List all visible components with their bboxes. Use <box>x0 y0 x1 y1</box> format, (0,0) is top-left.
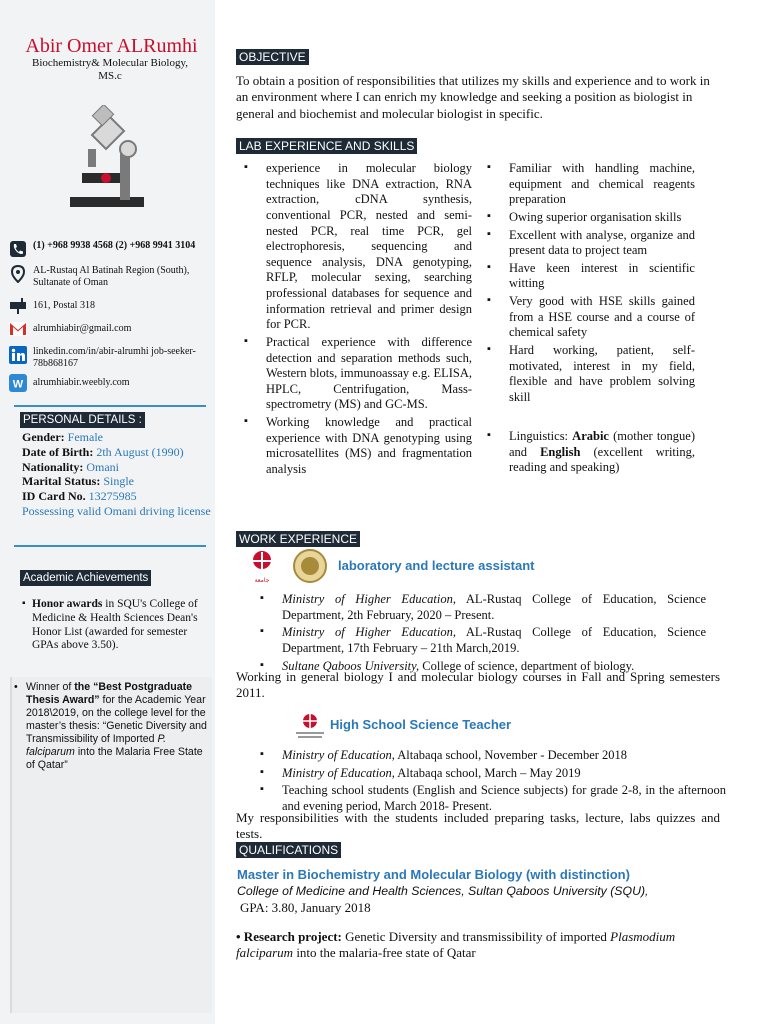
winner-mid: for the Academic Year 2018\2019, on the college level for the master’s thesis: “Genetic Diversity and Transmissibility of Imported <box>26 693 207 745</box>
contact-postal <box>8 297 213 315</box>
personal-details-heading: PERSONAL DETAILS : <box>20 412 145 428</box>
bullet: • <box>14 681 18 693</box>
job1-paragraph: Working in general biology I and molecular biology courses in Fall and Spring semesters 2011. <box>236 669 720 701</box>
linguistics <box>483 429 695 478</box>
ling-english: English <box>540 444 581 459</box>
college-name: College of Medicine and Health Sciences, Sultan Qaboos University (SQU), <box>237 884 649 898</box>
ling-arabic: Arabic <box>572 429 609 443</box>
lab-skill-item: ▪ Very good with HSE skills gained from a HSE course and a course of chemical safety <box>483 294 695 341</box>
dob-label: Date of Birth: <box>22 444 94 459</box>
work-heading: WORK EXPERIENCE <box>236 531 360 547</box>
winner-bold: the “Best Postgraduate Thesis Award” <box>26 681 193 706</box>
id-label: ID Card No. <box>22 489 86 503</box>
phone-text: (1) +968 9938 4568 (2) +968 9941 3104 <box>33 240 196 251</box>
job1-item-italic: Ministry of Higher Education, <box>282 592 456 606</box>
lab-skill-item: ▪ Working knowledge and practical experience with DNA genotyping using microsatellites (MS) and fragmentation analysis <box>240 415 472 478</box>
ling-mid: (mother tongue) and <box>509 429 695 459</box>
job1-item-italic: Sultane Qaboos University, <box>282 658 420 673</box>
job1-item-italic: Ministry of Higher Education, <box>282 625 456 640</box>
id-value: 13275985 <box>88 489 137 503</box>
ling-end: (excellent writing, reading and speaking) <box>509 444 695 475</box>
objective-text: To obtain a position of responsibilities that utilizes my skills and experience and to work in an environment where I can enrich my knowledge and seeking a position as biologist in general and biochemist and molecular biologist in specific. <box>236 73 710 121</box>
honor-award <box>22 598 212 653</box>
lab-heading: LAB EXPERIENCE AND SKILLS <box>236 138 417 154</box>
lab-skill-item: ▪ Hard working, patient, self-motivated, interest in my field, flexible and have problem solving skill <box>483 343 695 406</box>
job1-item-text: AL-Rustaq College of Education, Science Department, 2th February, 2020 – Present. <box>282 592 707 622</box>
location-pin-icon <box>8 265 28 283</box>
job1-item-text: College of science, department of biology. <box>419 658 635 673</box>
degree-title: Master in Biochemistry and Molecular Biology (with distinction) <box>237 867 630 882</box>
objective-heading: OBJECTIVE <box>236 49 309 65</box>
divider <box>14 405 206 407</box>
weebly-icon <box>8 374 28 392</box>
dob-value: 2th August (1990) <box>96 444 184 459</box>
contact-phone <box>8 240 213 258</box>
job2-item-italic: Ministry of Education <box>282 748 392 762</box>
job2-paragraph: My responsibilities with the students included preparing tasks, lecture, labs quizzes and tests. <box>236 810 720 842</box>
research-italic: Plasmodium falciparum <box>236 929 676 961</box>
bullet: ▪ <box>22 598 26 609</box>
mailbox-icon <box>8 297 28 315</box>
gender-value: Female <box>67 430 103 444</box>
winner-end: into the Malaria Free State of Qatar” <box>26 745 203 771</box>
honor-text: in SQU's College of Medicine & Health Sciences Dean's Honor List (awarded for semester GPAs above 3.50). <box>32 598 198 652</box>
job1-item <box>256 592 706 623</box>
svg-text:جامعة: جامعة <box>254 577 270 584</box>
winner-pre: Winner of <box>26 681 75 693</box>
lab-skill-item: ▪ Owing superior organisation skills <box>483 210 695 226</box>
marital-label: Marital Status: <box>22 474 101 489</box>
research-text: Genetic Diversity and transmissibility of imported <box>341 929 611 944</box>
license-text: Possessing valid Omani driving license <box>22 503 211 518</box>
job1-item-text: AL-Rustaq College of Education, Science Department, 17th February – 21th March,2019. <box>282 625 707 655</box>
honor-bold: Honor awards <box>32 598 103 610</box>
lab-skill-item: ▪ Familiar with handling machine, equipment and chemical reagents preparation <box>483 161 695 208</box>
applicant-name: Abir Omer ALRumhi <box>25 35 198 57</box>
academic-heading: Academic Achievements <box>20 570 151 586</box>
linkedin-text[interactable]: linkedin.com/in/abir-alrumhi job-seeker-78b868167 <box>33 346 196 369</box>
personal-details <box>22 430 212 519</box>
thesis-award <box>14 681 209 771</box>
lab-skill-item: ▪ experience in molecular biology techniques like DNA extraction, RNA extraction, cDNA synthesis, conventional PCR, nested and semi-nested PCR, real time PCR, gel electrophoresis, sequencing and sequence analysis, DNA genotyping, RFLP, molecular sexing, searching professional databases for sequence and information retrieval and primer design for PCR. <box>240 161 472 333</box>
email-text[interactable]: alrumhiabir@gmail.com <box>33 323 132 334</box>
research-label: • Research project: <box>236 929 342 944</box>
contact-address <box>8 265 213 289</box>
university-logos <box>240 548 332 590</box>
job2-list <box>256 748 726 817</box>
applicant-subtitle: Biochemistry& Molecular Biology, MS.c <box>31 57 188 82</box>
contact-linkedin[interactable] <box>8 346 213 370</box>
lab-skill-item: ▪ Excellent with analyse, organize and present data to project team <box>483 228 695 259</box>
job2-item <box>256 748 726 764</box>
winner-italic: P. falciparum <box>26 732 167 758</box>
job2-item-text: , Altabaqa school, November - December 2018 <box>391 748 628 762</box>
microscope-icon <box>62 105 152 215</box>
linguistics-item <box>483 429 695 476</box>
research-end: into the malaria-free state of Qatar <box>293 945 476 961</box>
gpa-text: GPA: 3.80, January 2018 <box>240 900 371 915</box>
ministry-logo <box>292 712 328 742</box>
lab-skill-item: ▪ Practical experience with difference detection and separation methods such, Western blots, immunoassay e.g. ELISA, HPLC, Centrifugation, Mass-spectrometry (MS) and GC-MS. <box>240 335 472 413</box>
contact-email[interactable] <box>8 320 213 338</box>
research-project <box>236 929 706 962</box>
postal-text: 161, Postal 318 <box>33 300 95 311</box>
job2-title: High School Science Teacher <box>330 717 512 732</box>
divider <box>14 545 206 547</box>
linkedin-icon <box>8 346 28 364</box>
job2-item <box>256 766 726 782</box>
job2-item-text: , Altabaqa school, March – May 2019 <box>391 765 581 780</box>
qualifications-heading: QUALIFICATIONS <box>236 842 341 858</box>
gender-label: Gender: <box>22 430 65 444</box>
marital-value: Single <box>103 474 134 489</box>
job2-item-italic: Ministry of Education <box>282 765 392 780</box>
lab-skills-left <box>240 161 472 480</box>
phone-icon <box>8 240 28 258</box>
gmail-icon <box>8 320 28 338</box>
lab-skills-right <box>483 161 695 407</box>
contact-website[interactable] <box>8 374 213 392</box>
job1-title: laboratory and lecture assistant <box>338 558 535 573</box>
address-text: AL-Rustaq Al Batinah Region (South), Sultanate of Oman <box>33 265 190 288</box>
website-text[interactable]: alrumhiabir.weebly.com <box>33 377 130 388</box>
job2-item-text: Teaching school students (English and Science subjects) for grade 2-8, in the afternoon and evening period, March 2018- Present. <box>282 783 726 813</box>
nationality-label: Nationality: <box>22 459 84 474</box>
job1-list <box>256 592 706 676</box>
job1-item <box>256 625 706 656</box>
svg-text:W: W <box>12 378 24 391</box>
ling-pre: Linguistics: <box>509 429 573 443</box>
nationality-value: Omani <box>86 459 120 474</box>
lab-skill-item: ▪ Have keen interest in scientific witting <box>483 261 695 292</box>
